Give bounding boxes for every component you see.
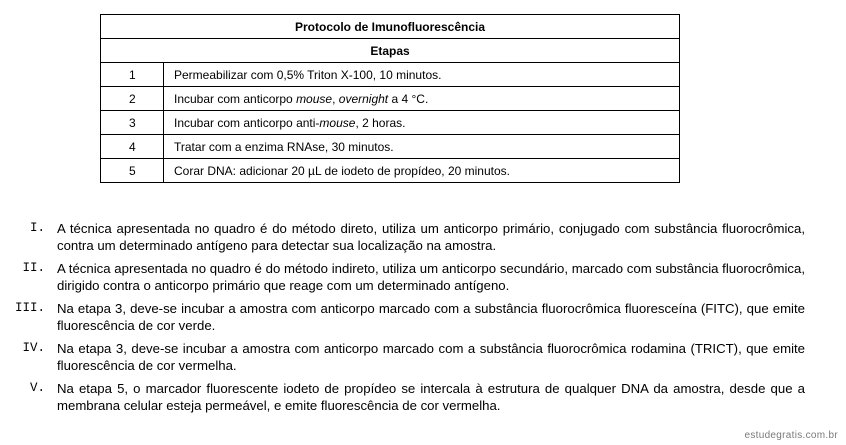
step-number: 4 xyxy=(101,135,164,159)
step-text: , 2 horas. xyxy=(355,115,406,130)
statement-text: Na etapa 3, deve-se incubar a amostra com anticorpo marcado com a substância fluorocrômica fluoresceína (FITC), que emite fluorescência de cor verde. xyxy=(57,301,805,333)
step-description xyxy=(164,135,680,159)
statement-text: Na etapa 3, deve-se incubar a amostra com anticorpo marcado com a substância fluorocrômica rodamina (TRICT), que emite fluorescência de cor vermelha. xyxy=(57,341,805,373)
statement-numeral: V. xyxy=(29,381,45,395)
statement-item xyxy=(0,260,846,296)
table-title: Protocolo de Imunofluorescência xyxy=(101,15,680,39)
step-number: 3 xyxy=(101,111,164,135)
step-number: 1 xyxy=(101,63,164,87)
table-row xyxy=(101,63,680,87)
statements-list xyxy=(0,220,846,420)
table-row xyxy=(101,87,680,111)
statement-numeral: IV. xyxy=(22,341,45,355)
table-title-row xyxy=(101,15,680,39)
step-description xyxy=(164,159,680,183)
statement-item xyxy=(0,220,846,256)
step-text-italic: mouse xyxy=(319,115,356,130)
protocol-steps xyxy=(101,63,680,183)
step-text: Incubar com anticorpo xyxy=(174,91,297,106)
step-number: 2 xyxy=(101,87,164,111)
step-text: Tratar com a enzima RNAse, 30 minutos. xyxy=(174,139,394,154)
table-subtitle: Etapas xyxy=(101,39,680,63)
step-text: Permeabilizar com 0,5% Triton X-100, 10 minutos. xyxy=(174,67,442,82)
step-text: a 4 °C. xyxy=(388,91,429,106)
step-text: Corar DNA: adicionar 20 µL de iodeto de propídeo, 20 minutos. xyxy=(174,163,510,178)
statement-numeral: II. xyxy=(22,261,45,275)
statement-item xyxy=(0,300,846,336)
step-description xyxy=(164,111,680,135)
table-row xyxy=(101,159,680,183)
watermark: estudegratis.com.br xyxy=(744,430,838,441)
table-row xyxy=(101,135,680,159)
protocol-table xyxy=(100,14,680,183)
statement-numeral: III. xyxy=(14,301,45,315)
step-text: Incubar com anticorpo anti- xyxy=(174,115,320,130)
table-row xyxy=(101,111,680,135)
statement-text: Na etapa 5, o marcador fluorescente iodeto de propídeo se intercala à estrutura de qualquer DNA da amostra, desde que a membrana celular esteja permeável, e emite fluorescência de cor vermelha. xyxy=(57,381,805,413)
table-subtitle-row xyxy=(101,39,680,63)
step-text: , xyxy=(332,91,339,106)
step-description xyxy=(164,63,680,87)
statement-item xyxy=(0,380,846,416)
statement-text: A técnica apresentada no quadro é do método direto, utiliza um anticorpo primário, conjugado com substância fluorocrômica, contra um determinado antígeno para detectar sua localização na amostra. xyxy=(57,221,805,253)
step-text-italic: overnight xyxy=(338,91,389,106)
statement-numeral: I. xyxy=(29,221,45,235)
step-number: 5 xyxy=(101,159,164,183)
statement-item xyxy=(0,340,846,376)
statement-text: A técnica apresentada no quadro é do método indireto, utiliza um anticorpo secundário, marcado com substância fluorocrômica, dirigido contra o anticorpo primário que reage com um determinado antígeno. xyxy=(57,261,805,293)
step-text-italic: mouse xyxy=(296,91,333,106)
step-description xyxy=(164,87,680,111)
